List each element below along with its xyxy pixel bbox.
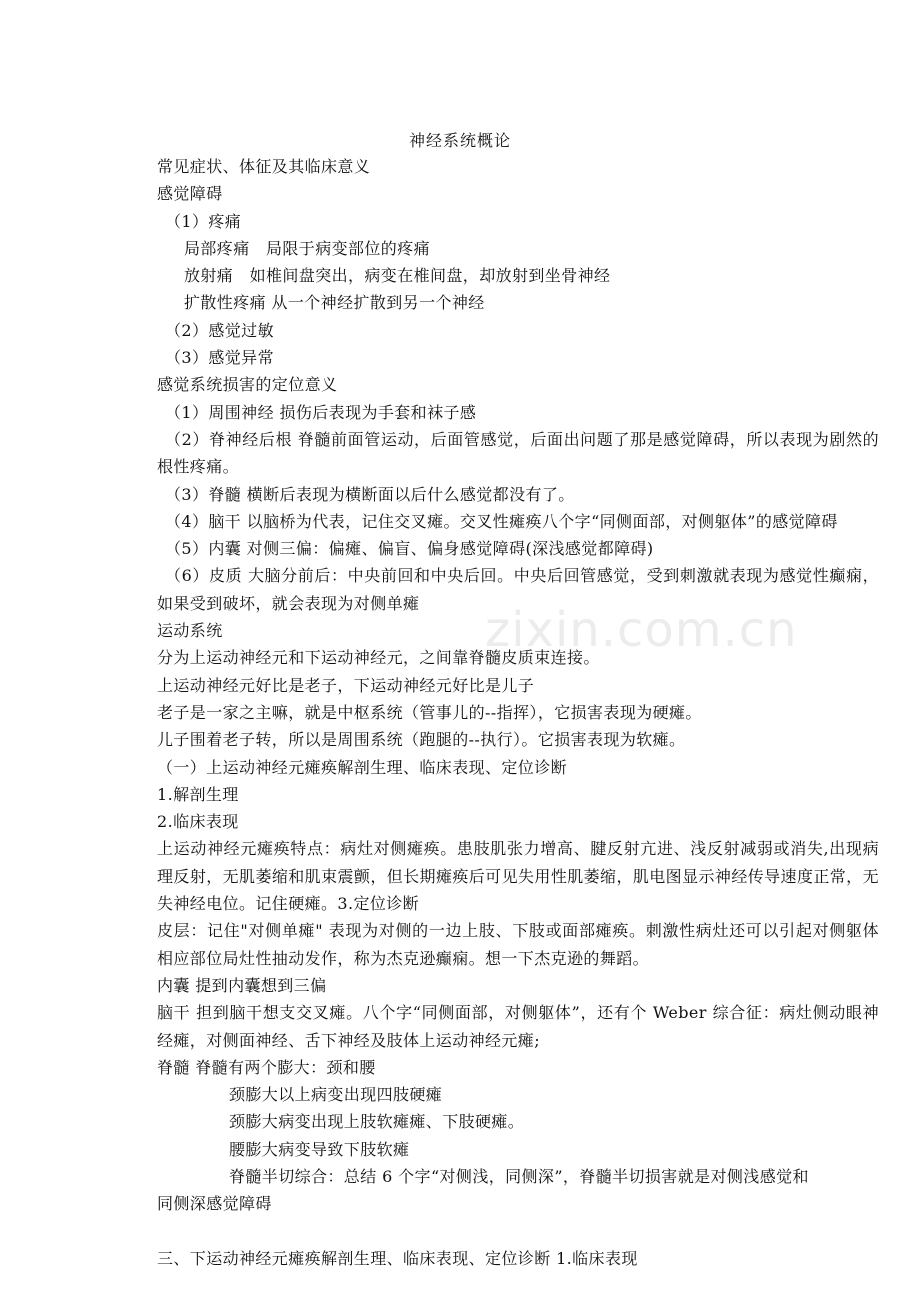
section-heading: 运动系统 (157, 621, 223, 641)
paragraph: 上运动神经元瘫痪特点：病灶对侧瘫痪。患肢肌张力增高、腱反射亢进、浅反射减弱或消失,出现病理反射，无肌萎缩和肌束震颤，但长期瘫痪后可见失用性肌萎缩，肌电图显示神经传导速度正常，无失神经电位。记住硬瘫。3.定位诊断 (157, 839, 879, 914)
paragraph: 2.临床表现 (157, 812, 239, 832)
list-item: 脊髓半切综合：总结 6 个字“对侧浅，同侧深”，脊髓半切损害就是对侧浅感觉和 (229, 1166, 809, 1186)
list-item: 腰膨大病变导致下肢软瘫 (229, 1139, 410, 1159)
list-item: 颈膨大病变出现上肢软瘫瘫、下肢硬瘫。 (229, 1112, 525, 1132)
paragraph: 内囊 提到内囊想到三偏 (157, 975, 327, 995)
list-item: （3）感觉异常 (165, 348, 274, 368)
paragraph: 脊髓 脊髓有两个膨大：颈和腰 (157, 1057, 376, 1077)
list-item: （4）脑干 以脑桥为代表，记住交叉瘫。交叉性瘫痪八个字“同侧面部，对侧躯体”的感觉障碍 (165, 511, 838, 531)
paragraph: 分为上运动神经元和下运动神经元，之间靠脊髓皮质束连接。 (157, 648, 600, 668)
list-item: （6）皮质 大脑分前后：中央前回和中央后回。中央后回管感觉，受到刺激就表现为感觉性癫痫，如果受到破坏，就会表现为对侧单瘫 (157, 566, 879, 613)
list-item: （1）疼痛 (165, 211, 242, 231)
paragraph: 常见症状、体征及其临床意义 (157, 157, 371, 176)
blank-line (157, 1218, 879, 1245)
section-heading: 感觉系统损害的定位意义 (157, 375, 338, 395)
watermark: zixin.com.cn (485, 602, 798, 658)
section-heading: 三、下运动神经元瘫痪解剖生理、临床表现、定位诊断 1.临床表现 (157, 1248, 638, 1268)
paragraph: 1.解剖生理 (157, 784, 239, 804)
document-body (157, 153, 879, 1272)
page-title: 神经系统概论 (408, 131, 511, 150)
list-item: 放射痛 如椎间盘突出，病变在椎间盘，却放射到坐骨神经 (184, 266, 611, 286)
list-item: 扩散性疼痛 从一个神经扩散到另一个神经 (184, 293, 485, 313)
paragraph: 同侧深感觉障碍 (157, 1194, 272, 1214)
list-item: （2）脊神经后根 脊髓前面管运动，后面管感觉，后面出问题了那是感觉障碍，所以表现为剧然的根性疼痛。 (157, 429, 879, 477)
list-item: （5）内囊 对侧三偏：偏瘫、偏盲、偏身感觉障碍(深浅感觉都障碍) (165, 539, 654, 559)
list-item: （1）周围神经 损伤后表现为手套和袜子感 (165, 402, 477, 422)
list-item: 颈膨大以上病变出现四肢硬瘫 (229, 1085, 443, 1105)
list-item: 局部疼痛 局限于病变部位的疼痛 (184, 238, 431, 258)
paragraph: 上运动神经元好比是老子，下运动神经元好比是儿子 (157, 675, 535, 695)
paragraph: 老子是一家之主嘛，就是中枢系统（管事儿的--指挥），它损害表现为硬瘫。 (157, 702, 702, 722)
paragraph: 脑干 担到脑干想支交叉瘫。八个字“同侧面部，对侧躯体”，还有个 Weber 综合征：病灶侧动眼神经瘫，对侧面神经、舌下神经及肢体上运动神经元瘫; (157, 1003, 879, 1050)
section-heading: （一）上运动神经元瘫痪解剖生理、临床表现、定位诊断 (157, 757, 568, 777)
list-item: （2）感觉过敏 (165, 320, 274, 340)
paragraph: 儿子围着老子转，所以是周围系统（跑腿的--执行）。它损害表现为软瘫。 (157, 730, 686, 750)
list-item: （3）脊髓 横断后表现为横断面以后什么感觉都没有了。 (165, 484, 575, 504)
paragraph: 皮层：记住"对侧单瘫" 表现为对侧的一边上肢、下肢或面部瘫痪。刺激性病灶还可以引起对侧躯体相应部位局灶性抽动发作，称为杰克逊癫痫。想一下杰克逊的舞蹈。 (157, 921, 879, 968)
section-heading: 感觉障碍 (157, 184, 223, 204)
